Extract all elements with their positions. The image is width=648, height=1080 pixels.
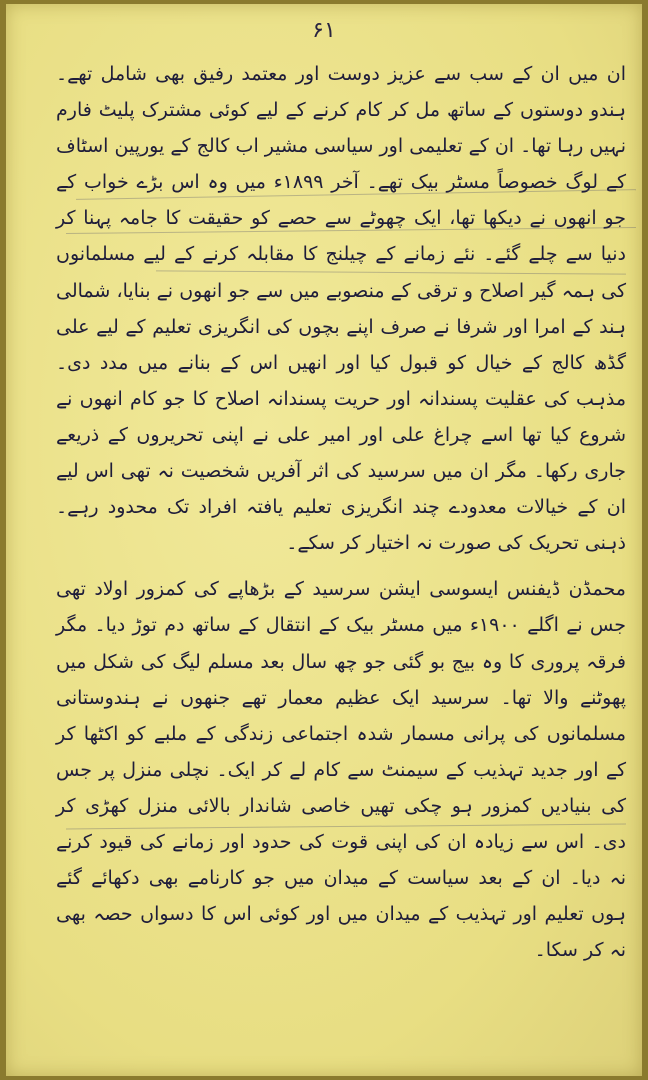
page-number: ۶۱: [312, 18, 336, 43]
manuscript-page: [6, 4, 642, 1076]
paragraph-2: محمڈن ڈیفنس ایسوسی ایشن سرسید کے بڑھاپے کی کمزور اولاد تھی جس نے اگلے ۱۹۰۰ء میں مسٹر بیک کے انتقال کے ساتھ دم توڑ دیا۔ مگر فرقہ پروری کا وہ بیج بو گئی جو چھ سال بعد مسلم لیگ کی شکل میں پھوٹنے والا تھا۔ سرسید ایک عظیم معمار تھے جنھوں نے ہندوستانی مسلمانوں کی پرانی مسمار شدہ اجتماعی زندگی کے ملبے کو اکٹھا کر کے اور جدید تہذیب کے سیمنٹ سے کام لے کر ایک۔ نچلی منزل پر جس کی بنیادیں کمزور ہو چکی تھیں خاصی شاندار بالائی منزل کھڑی کر دی۔ اس سے زیادہ ان کی اپنی قوت کی حدود اور زمانے کی قیود کرنے نہ دیا۔ ان کے بعد سیاست کے میدان میں جو کارنامے بھی دکھائے گئے ہوں تعلیم اور تہذیب کے میدان میں اور کوئی اس کا دسواں حصہ بھی نہ کر سکا۔: [56, 578, 626, 962]
paragraph-1: ان میں ان کے سب سے عزیز دوست اور معتمد رفیق بھی شامل تھے۔ ہندو دوستوں کے ساتھ مل کر کام کرنے کے لیے کوئی مشترک پلیٹ فارم نہیں رہا تھا۔ ان کے تعلیمی اور سیاسی مشیر اب کالج کے یورپین اسٹاف کے لوگ خصوصاً مسٹر بیک تھے۔ آخر ۱۸۹۹ء میں وہ اس بڑے خواب کے جو انھوں نے دیکھا تھا، ایک چھوٹے سے حصے کو حقیقت کا جامہ پہنا کر دنیا سے چلے گئے۔ نئے زمانے کے چیلنج کا مقابلہ کرنے کے لیے مسلمانوں کی ہمہ گیر اصلاح و ترقی کے منصوبے میں سے جو انھوں نے بنایا، شمالی ہند کے امرا اور شرفا نے صرف اپنے بچوں کی انگریزی تعلیم کے لیے علی گڈھ کالج کے خیال کو قبول کیا اور انھیں اس کے بنانے میں مدد دی۔ مذہب کی عقلیت پسندانہ اور حریت پسندانہ اصلاح کا جو کام انھوں نے شروع کیا تھا اسے چراغ علی اور امیر علی نے اپنی تحریروں کے ذریعے جاری رکھا۔ مگر ان میں سرسید کی اثر آفریں شخصیت نہ تھی اس لیے ان کے خیالات معدودے چند انگریزی تعلیم یافتہ افراد تک محدود رہے۔ ذہنی تحریک کی صورت نہ اختیار کر سکے۔: [56, 63, 626, 555]
